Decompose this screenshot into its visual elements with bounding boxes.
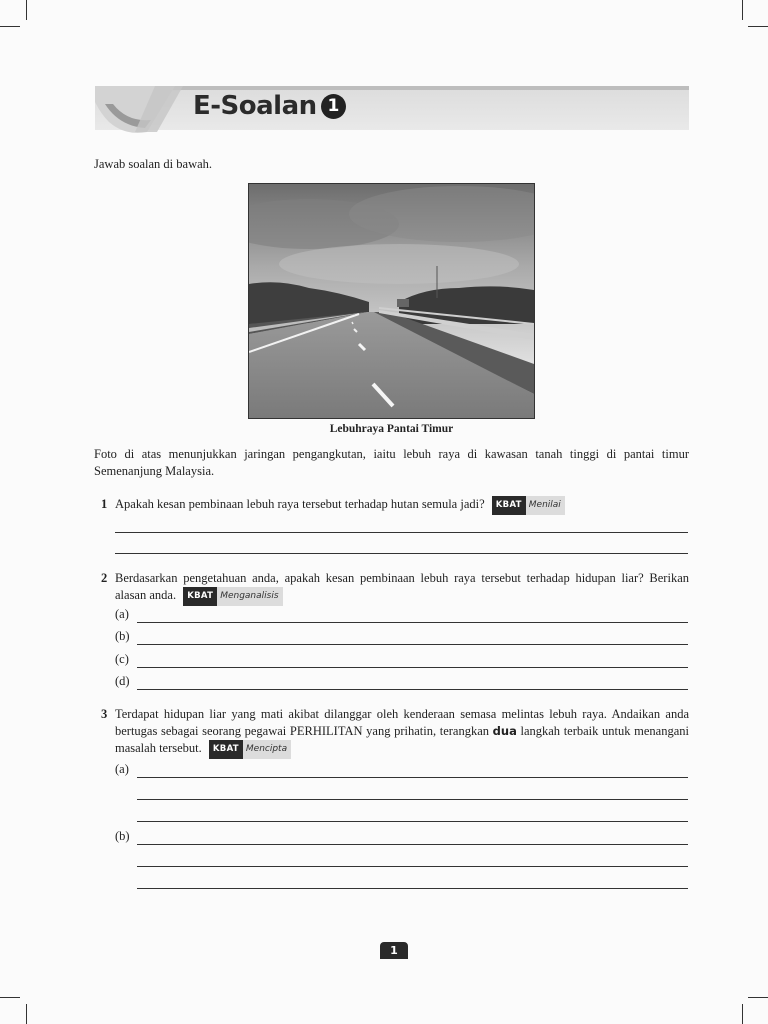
answer-line-b[interactable] bbox=[137, 844, 688, 845]
answer-line[interactable] bbox=[137, 821, 688, 822]
header-swoosh-icon bbox=[95, 82, 195, 136]
page-number: 1 bbox=[380, 942, 408, 959]
question-text-bold: dua bbox=[492, 724, 517, 738]
answer-label-a: (a) bbox=[115, 607, 129, 621]
highway-photo bbox=[248, 183, 535, 419]
answer-line-b[interactable] bbox=[137, 644, 688, 645]
crop-mark bbox=[26, 0, 27, 20]
question-number: 3 bbox=[101, 707, 108, 721]
crop-mark bbox=[748, 997, 768, 998]
answer-label-a: (a) bbox=[115, 762, 129, 776]
answer-label-d: (d) bbox=[115, 674, 130, 688]
header-title-text: E-Soalan bbox=[193, 91, 317, 121]
answer-line[interactable] bbox=[115, 553, 688, 554]
kbat-level: Menganalisis bbox=[217, 587, 282, 606]
question-number: 2 bbox=[101, 571, 108, 585]
question-2 bbox=[94, 570, 689, 606]
crop-mark bbox=[0, 997, 20, 998]
question-number: 1 bbox=[101, 497, 108, 511]
answer-line[interactable] bbox=[137, 799, 688, 800]
highway-photo-image bbox=[249, 184, 534, 418]
answer-line[interactable] bbox=[137, 888, 688, 889]
photo-caption: Lebuhraya Pantai Timur bbox=[329, 423, 454, 435]
answer-label-b: (b) bbox=[115, 629, 130, 643]
question-text: Apakah kesan pembinaan lebuh raya tersebut terhadap hutan semula jadi? bbox=[115, 497, 485, 511]
answer-label-b: (b) bbox=[115, 829, 130, 843]
answer-line[interactable] bbox=[137, 866, 688, 867]
question-text-end: langkah terbaik untuk menangani masalah tersebut. bbox=[115, 724, 689, 755]
kbat-badge bbox=[183, 587, 282, 606]
page-title bbox=[193, 91, 346, 121]
answer-line-c[interactable] bbox=[137, 667, 688, 668]
kbat-badge bbox=[209, 740, 291, 759]
kbat-level: Mencipta bbox=[243, 740, 291, 759]
kbat-level: Menilai bbox=[526, 496, 565, 515]
crop-mark bbox=[742, 0, 743, 20]
answer-line-a[interactable] bbox=[137, 622, 688, 623]
kbat-label: KBAT bbox=[183, 587, 217, 606]
crop-mark bbox=[0, 26, 20, 27]
answer-label-c: (c) bbox=[115, 652, 129, 666]
kbat-label: KBAT bbox=[209, 740, 243, 759]
question-3 bbox=[94, 706, 689, 759]
kbat-label: KBAT bbox=[492, 496, 526, 515]
answer-line[interactable] bbox=[115, 532, 688, 533]
answer-line-d[interactable] bbox=[137, 689, 688, 690]
crop-mark bbox=[26, 1004, 27, 1024]
header-number-badge: 1 bbox=[321, 94, 346, 119]
answer-line-a[interactable] bbox=[137, 777, 688, 778]
crop-mark bbox=[748, 26, 768, 27]
question-1 bbox=[94, 496, 689, 515]
question-text: Berdasarkan pengetahuan anda, apakah kesan pembinaan lebuh raya tersebut terhadap hidupan liar? Berikan alasan anda. bbox=[115, 571, 689, 602]
intro-paragraph: Foto di atas menunjukkan jaringan pengangkutan, iaitu lebuh raya di kawasan tanah tinggi di pantai timur Semenanjung Malaysia. bbox=[94, 447, 689, 478]
crop-mark bbox=[742, 1004, 743, 1024]
instruction-text: Jawab soalan di bawah. bbox=[94, 157, 213, 171]
question-text: Terdapat hidupan liar yang mati akibat dilanggar oleh kenderaan semasa melintas lebuh raya. Andaikan anda bertugas sebagai seorang pegawai PERHILITAN yang prihatin, terangkan bbox=[115, 707, 689, 738]
kbat-badge bbox=[492, 496, 565, 515]
